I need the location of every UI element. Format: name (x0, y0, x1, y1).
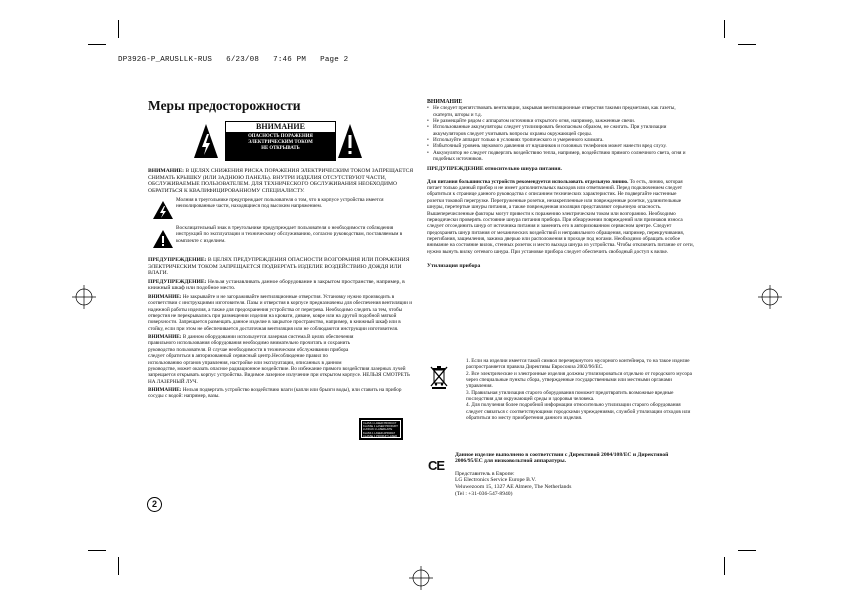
paragraph-text: В ЦЕЛЯХ СНИЖЕНИЯ РИСКА ПОРАЖЕНИЯ ЭЛЕКТРИЧЕСКИМ ТОКОМ ЗАПРЕЩАЕТСЯ СНИМАТЬ КРЫШКУ (ИЛИ ЗАДНЮЮ ПАНЕЛЬ). ВНУТРИ ИЗДЕЛИЯ ОТСУТСТВУЮТ ЧАСТИ, ОБСЛУЖИВАЕМЫЕ ПОЛЬЗОВАТЕЛЕМ. ДЛЯ ТЕХНИЧЕСКОГО ОБСЛУЖИВАНИЯ НЕОБХОДИМО ОБРАТИТЬСЯ К КВАЛИФИЦИРОВАННОМУ СПЕЦИАЛИСТУ. (148, 168, 414, 194)
warning-paragraph (148, 168, 414, 194)
paragraph-text: В данном оборудовании используется лазерная система.В целях обеспечения правильного использования оборудования необходимо внимательно прочитать и сохранить руководство пользователя. В случае необходимости в техническом обслуживании прибора следует обратиться в авторизованный сервисный центр.Несоблюдение правил по использованию органов управления, настройке или эксплуатации, описанных в данном руководстве, может оказать опасное радиационное воздействие. Во избежание прямого воздействия лазерных лучей запрещается открывать корпус устройства. Видимое лазерное излучение при открытом корпусе. НЕЛЬЗЯ СМОТРЕТЬ НА ЛАЗЕРНЫЙ ЛУЧ. (148, 334, 410, 385)
paragraph-lead: ПРЕДУПРЕЖДЕНИЕ: (148, 278, 207, 285)
caution-paragraph (148, 279, 414, 292)
ce-mark-icon: CE (428, 458, 445, 473)
eu-representative (455, 471, 695, 498)
paragraph-lead: ВНИМАНИЕ: (148, 387, 182, 394)
warning-box-body (226, 133, 335, 160)
list-item: • Использованные аккумуляторы следует утилизировать безопасным образом, не сжигать. При утилизации аккумуляторов следует учитывать вопросы охраны окружающей среды. (427, 124, 694, 137)
lightning-note-text: Молния в треугольнике предупреждает пользователя о том, что в корпусе устройства имеется неизолированные части, находящиеся под высоким напряжением. (176, 197, 384, 210)
registration-mark-icon (758, 285, 782, 309)
left-column (148, 168, 414, 402)
laser-label-text: CLASS 1 LASER PRODUCT KLASSE 1 LASER PRODUKT LUOKAN 1 LASERLAITE KLASS 1 LASER APPARAT CLASSE 1 PRODUIT LASER (361, 420, 401, 438)
list-item: 4. Для получения более подробной информации относительно утилизации старого оборудования следует связаться с соответствующими городскими учреждениями, службой утилизации отходов или обратиться по месту приобретения данного изделия. (466, 402, 691, 422)
section-heading: ПРЕДУПРЕЖДЕНИЕ относительно шнура питания. (427, 166, 562, 173)
ce-section (455, 452, 695, 498)
crop-mark (724, 557, 725, 575)
rep-phone: (Tel : +31-036-547-8940) (455, 491, 513, 498)
list-item: • Используйте аппарат только в условиях тропического и умеренного климата. (427, 137, 694, 143)
disposal-list (458, 358, 694, 421)
exclamation-note (148, 225, 414, 253)
paragraph-text: Нельзя подвергать устройство воздействию влаги (капли или брызги воды), или ставить на прибор сосуды с водой: например, вазы. (148, 387, 402, 400)
rep-title: Представитель в Европе: (455, 470, 515, 477)
caution-paragraph (148, 257, 414, 277)
crop-mark (118, 557, 119, 575)
paragraph-text: Нельзя устанавливать данное оборудование в закрытом пространстве, например, в книжный шкаф или подобное место. (148, 278, 405, 292)
warning-box-title: ВНИМАНИЕ (226, 122, 335, 133)
warning-line: ОПАСНОСТЬ ПОРАЖЕНИЯ (248, 134, 313, 139)
laser-paragraph (148, 334, 414, 385)
print-header: DP392G-P_ARUSLLK-RUS 6/23/08 7:46 PM Page 2 (118, 56, 349, 64)
rep-address: Veluwezoom 15, 1327 AE Almere, The Netherlands (455, 484, 572, 491)
warning-line: НЕ ОТКРЫВАТЬ (261, 146, 300, 152)
list-item: 3. Правильная утилизация старого оборудования поможет предотвратить возможные вредные последствия для окружающей среды и здоровья человека. (466, 389, 674, 403)
ventilation-paragraph (148, 294, 414, 332)
laser-product-label (359, 418, 403, 440)
registration-mark-icon (409, 566, 433, 590)
lightning-triangle-icon (152, 200, 174, 220)
section-heading: ВНИМАНИЕ (427, 99, 463, 105)
lightning-note (148, 197, 414, 224)
lightning-warning-icon (193, 122, 219, 160)
paragraph-lead: ВНИМАНИЕ: (148, 293, 182, 300)
rep-company: LG Electronics Service Europe B.V. (455, 477, 536, 484)
crop-mark (738, 44, 756, 45)
crossed-out-bin-icon (430, 365, 448, 389)
disposal-section (458, 358, 694, 421)
list-item: • Аккумулятор не следует подвергать воздействию тепла, например, воздействию прямого солнечного света, огня и подобных источников. (427, 150, 694, 163)
paragraph-lead: Для питания большинства устройств рекомендуется использовать отдельную линию. (427, 178, 629, 185)
exclamation-note-text: Восклицательный знак в треугольнике предупреждает пользователя о необходимости соблюдения инструкций по эксплуатации и техническому обслуживанию, согласно руководствам, поставляемым в комплекте с изделием. (176, 225, 403, 244)
section-heading: Утилизация прибора (427, 262, 481, 269)
paragraph-text: В ЦЕЛЯХ ПРЕДУПРЕЖДЕНИЯ ОПАСНОСТИ ВОЗГОРАНИЯ ИЛИ ПОРАЖЕНИЯ ЭЛЕКТРИЧЕСКИМ ТОКОМ ЗАПРЕЩАЕТСЯ ПОДВЕРГАТЬ ИЗДЕЛИЕ ВОЗДЕЙСТВИЮ ДОЖДЯ ИЛИ ВЛАГИ. (148, 257, 410, 276)
paragraph-lead: ВНИМАНИЕ: (148, 168, 185, 174)
moisture-paragraph (148, 387, 414, 400)
list-item: 2. Все электрические и электронные изделия должны утилизироваться отдельно от городского мусора через специальные пункты сбора, утвержденные государственными или местными органами управления. (466, 370, 692, 390)
crop-mark (738, 550, 756, 551)
precautions-list (427, 105, 694, 162)
warning-box (225, 121, 336, 161)
exclamation-triangle-icon (152, 229, 174, 249)
registration-mark-icon (72, 285, 96, 309)
list-item: • Не следует препятствовать вентиляции, закрывая вентиляционные отверстия такими предметами, как газеты, скатерти, шторы и т.д. (427, 105, 694, 118)
page-number: 2 (147, 497, 162, 512)
page-title: Меры предосторожности (148, 98, 301, 113)
exclamation-warning-icon (337, 122, 363, 160)
crop-mark (118, 20, 119, 38)
paragraph-lead: ВНИМАНИЕ: (148, 334, 182, 341)
right-column (427, 99, 694, 269)
power-cord-paragraph (427, 179, 694, 255)
crop-mark (88, 550, 106, 551)
list-item: 1. Если на изделии имеется такой символ перечеркнутого мусорного контейнера, то на такое изделие распространяется правила Директивы Евросоюза 2002/96/EC. (466, 358, 690, 371)
ce-statement: Данное изделие выполнено в соответствии с Директивой 2004/108/EC и Директивой 2006/95/EC для низковольтной аппаратуры. (455, 452, 669, 465)
crop-mark (724, 20, 725, 38)
paragraph-lead: ПРЕДУПРЕЖДЕНИЕ: (148, 257, 207, 263)
crop-mark (88, 44, 106, 45)
warning-line: ЭЛЕКТРИЧЕСКИМ ТОКОМ (248, 140, 313, 146)
paragraph-text: То есть, линию, которая питает только данный прибор и не имеет дополнительных выходов или ответвлений. Перед подключением следует обратиться к странице данного руководства с описанием технических характеристик. Не подвергайте настенные розетки токовой перегрузке. Перегруженные розетки, незакрепленные или поврежденные розетки, удлинительные шнуры, перетертые шнуры питания, а также поврежденная изоляция представляют серьезную опасность. Вышеперечисленные факторы могут привести к поражению электрическим током или возгоранию. Необходимо периодически проверять состояние шнура питания прибора. При обнаружении повреждений или признаков износа следует отсоединить шнур от источника питания и заменить его в авторизованном сервисном центре. Следует предохранять шнур питания от механических воздействий и неправильного обращения, например, перекручивания, перегибания, защемления, зажима дверью или расположения в проходе под ногами. Необходимо обращать особое внимание на состояние вилок, стенных розеток и место выхода шнура из устройства. Чтобы отключить питание от сети, нужно вынуть вилку сетевого шнура. При установке прибора следует обеспечить свободный доступ к вилке. (427, 178, 694, 255)
list-item: • Избыточный уровень звукового давления от наушников и головных телефонов может нанести вред слуху. (427, 143, 694, 149)
laser-label-spacer (362, 334, 414, 364)
paragraph-text: Не закрывайте и не загораживайте вентиляционные отверстия. Установку нужно производить в соответствии с инструкциями изготовителя. Пазы и отверстия в корпусе предназначены для обеспечения вентиляции и надежной работы изделия, а также для предохранения устройства от перегрева. Необходимо следить за тем, чтобы отверстия не перекрывались при размещении изделия на кровати, диване, ковре или на другой подобной мягкой поверхности. Запрещается размещать данное изделие в закрытое пространство, например, в книжный шкаф или в стойку, если при этом не обеспечивается достаточная вентиляция или не соблюдаются инструкции изготовителя. (148, 293, 412, 332)
list-item: • Не размещайте рядом с аппаратом источники открытого огня, например, зажженные свечи. (427, 118, 694, 124)
